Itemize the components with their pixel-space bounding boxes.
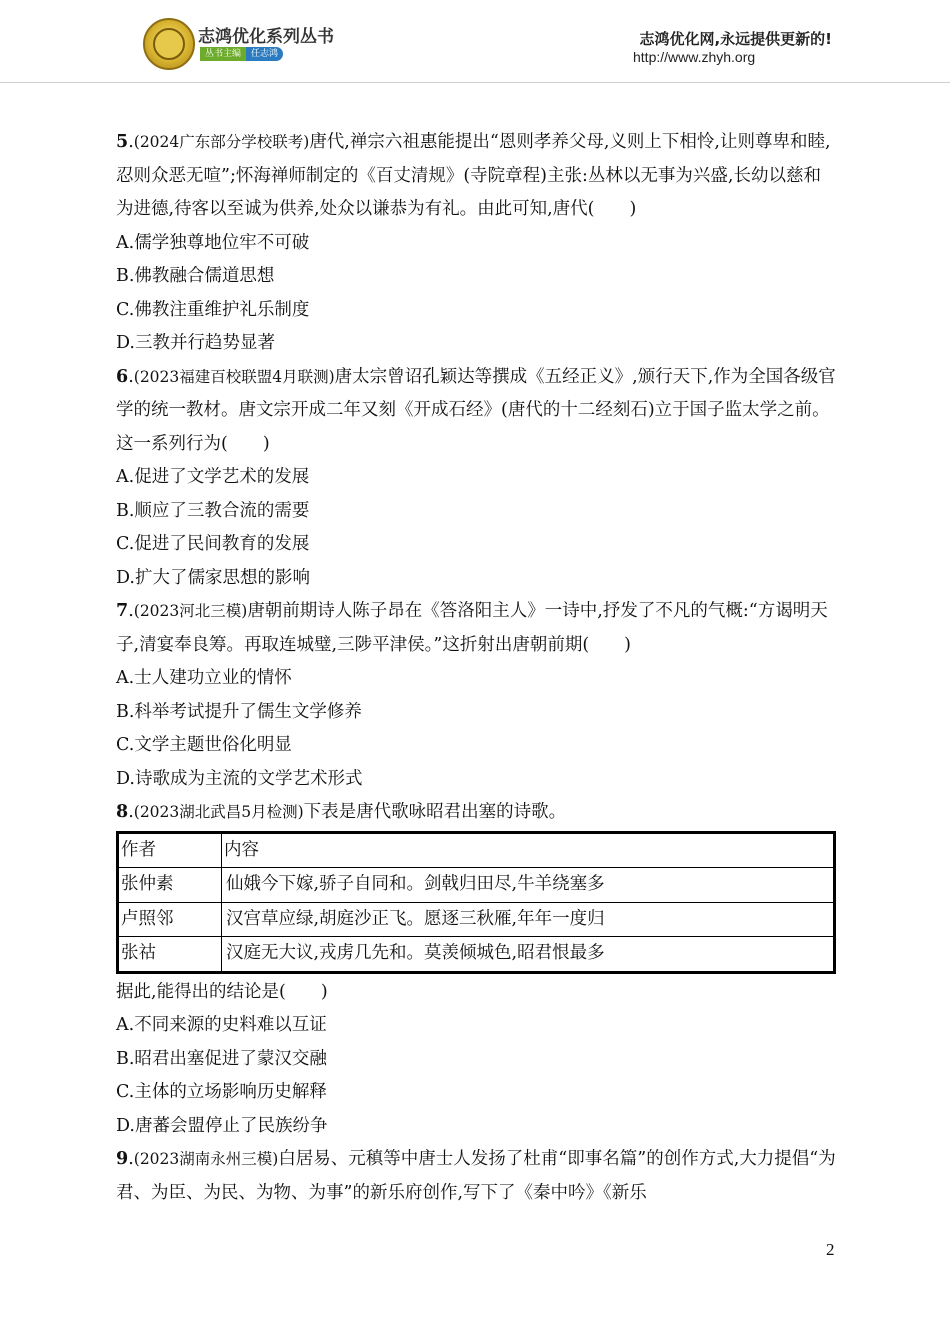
site-url-link[interactable]: http://www.zhyh.org xyxy=(633,49,756,65)
question-5-stem: 5.(2024广东部分学校联考)唐代,禅宗六祖惠能提出“恩则孝养父母,义则上下相怜,让则尊卑和睦,忍则众恶无喧”;怀海禅师制定的《百丈清规》(寺院章程)主张:丛林以无事为兴盛,长幼以慈和为进德,待客以至诚为供养,处众以谦恭为有礼。由此可知,唐代( ) xyxy=(116,132,831,219)
option-b[interactable]: B.顺应了三教合流的需要 xyxy=(116,500,310,521)
table-cell-content: 汉宫草应绿,胡庭沙正飞。愿逐三秋雁,年年一度归 xyxy=(222,902,835,937)
brand-tag-editor: 丛书主编 xyxy=(200,47,246,61)
table-header-row xyxy=(118,832,835,868)
option-a[interactable]: A.促进了文学艺术的发展 xyxy=(116,467,310,487)
question-number: 6 xyxy=(116,366,129,387)
table-header-cell: 作者 xyxy=(118,832,222,868)
table-row xyxy=(118,902,835,937)
table-cell-content: 汉庭无大议,戎虏几先和。莫羡倾城色,昭君恨最多 xyxy=(222,937,835,973)
question-6-stem: 6.(2023福建百校联盟4月联测)唐太宗曾诏孔颖达等撰成《五经正义》,颁行天下,作为全国各级官学的统一教材。唐文宗开成二年又刻《开成石经》(唐代的十二经刻石)立于国子监太学之前。这一系列行为( ) xyxy=(116,366,836,454)
question-number: 7 xyxy=(116,601,129,621)
question-text: 白居易、元稹等中唐士人发扬了杜甫“即事名篇”的创作方式,大力提倡“为君、为臣、为民、为物、为事”的新乐府创作,写下了《秦中吟》《新乐 xyxy=(116,1149,836,1203)
brand-tags xyxy=(200,47,283,61)
table-cell-author: 张祜 xyxy=(118,937,222,973)
table-cell-content: 仙娥今下嫁,骄子自同和。剑戟归田尽,牛羊绕塞多 xyxy=(222,868,835,903)
option-a[interactable]: A.不同来源的史料难以互证 xyxy=(116,1015,327,1035)
question-9-stem: 9.(2023湖南永州三模)白居易、元稹等中唐士人发扬了杜甫“即事名篇”的创作方式,大力提倡“为君、为臣、为民、为物、为事”的新乐府创作,写下了《秦中吟》《新乐 xyxy=(116,1149,836,1203)
question-7-stem: 7.(2023河北三模)唐朝前期诗人陈子昂在《答洛阳主人》一诗中,抒发了不凡的气概:“方谒明天子,清宴奉良筹。再取连城璧,三陟平津侯。”这折射出唐朝前期( ) xyxy=(116,601,828,655)
question-source: (2023福建百校联盟4月联测) xyxy=(133,367,335,386)
table-cell-author: 卢照邻 xyxy=(118,902,222,937)
table-cell-author: 张仲素 xyxy=(118,868,222,903)
brand-tag-name: 任志鸿 xyxy=(246,47,283,61)
question-content xyxy=(116,126,836,1210)
question-8-stem: 8.(2023湖北武昌5月检测)下表是唐代歌咏昭君出塞的诗歌。 xyxy=(116,802,567,822)
option-b[interactable]: B.昭君出塞促进了蒙汉交融 xyxy=(116,1048,327,1069)
option-d[interactable]: D.诗歌成为主流的文学艺术形式 xyxy=(116,768,363,789)
poem-table xyxy=(116,831,836,974)
option-c[interactable]: C.主体的立场影响历史解释 xyxy=(116,1082,327,1102)
question-text: 下表是唐代歌咏昭君出塞的诗歌。 xyxy=(303,802,567,822)
table-header-cell: 内容 xyxy=(222,832,835,868)
option-b[interactable]: B.佛教融合儒道思想 xyxy=(116,266,275,286)
question-number: 9 xyxy=(116,1149,129,1169)
question-source: (2023湖南永州三模) xyxy=(133,1150,279,1168)
page-header xyxy=(0,0,950,83)
question-8-follow: 据此,能得出的结论是( ) xyxy=(116,981,328,1002)
option-c[interactable]: C.佛教注重维护礼乐制度 xyxy=(116,299,310,320)
question-text: 唐太宗曾诏孔颖达等撰成《五经正义》,颁行天下,作为全国各级官学的统一教材。唐文宗开成二年又刻《开成石经》(唐代的十二经刻石)立于国子监太学之前。这一系列行为( ) xyxy=(116,366,836,454)
option-b[interactable]: B.科举考试提升了儒生文学修养 xyxy=(116,701,362,722)
publisher-logo-icon xyxy=(143,18,195,70)
brand-title: 志鸿优化系列丛书 xyxy=(198,27,334,47)
question-number: 8 xyxy=(116,802,129,822)
page-number: 2 xyxy=(826,1240,835,1259)
option-d[interactable]: D.扩大了儒家思想的影响 xyxy=(116,567,310,588)
option-a[interactable]: A.儒学独尊地位牢不可破 xyxy=(116,232,310,253)
question-number: 5 xyxy=(116,132,129,152)
question-source: (2023湖北武昌5月检测) xyxy=(133,803,304,821)
option-c[interactable]: C.促进了民间教育的发展 xyxy=(116,534,310,554)
question-source: (2023河北三模) xyxy=(133,602,248,620)
question-text: 唐代,禅宗六祖惠能提出“恩则孝养父母,义则上下相怜,让则尊卑和睦,忍则众恶无喧”;怀海禅师制定的《百丈清规》(寺院章程)主张:丛林以无事为兴盛,长幼以慈和为进德,待客以至诚为供养,处众以谦恭为有礼。由此可知,唐代( ) xyxy=(116,132,831,219)
question-source: (2024广东部分学校联考) xyxy=(133,133,310,151)
option-a[interactable]: A.士人建功立业的情怀 xyxy=(116,668,292,688)
table-row xyxy=(118,868,835,903)
table-row xyxy=(118,937,835,973)
question-text: 唐朝前期诗人陈子昂在《答洛阳主人》一诗中,抒发了不凡的气概:“方谒明天子,清宴奉良筹。再取连城璧,三陟平津侯。”这折射出唐朝前期( ) xyxy=(116,601,828,655)
option-d[interactable]: D.三教并行趋势显著 xyxy=(116,333,275,353)
option-c[interactable]: C.文学主题世俗化明显 xyxy=(116,735,292,755)
site-slogan: 志鸿优化网,永远提供更新的! xyxy=(639,30,832,48)
option-d[interactable]: D.唐蕃会盟停止了民族纷争 xyxy=(116,1115,328,1136)
